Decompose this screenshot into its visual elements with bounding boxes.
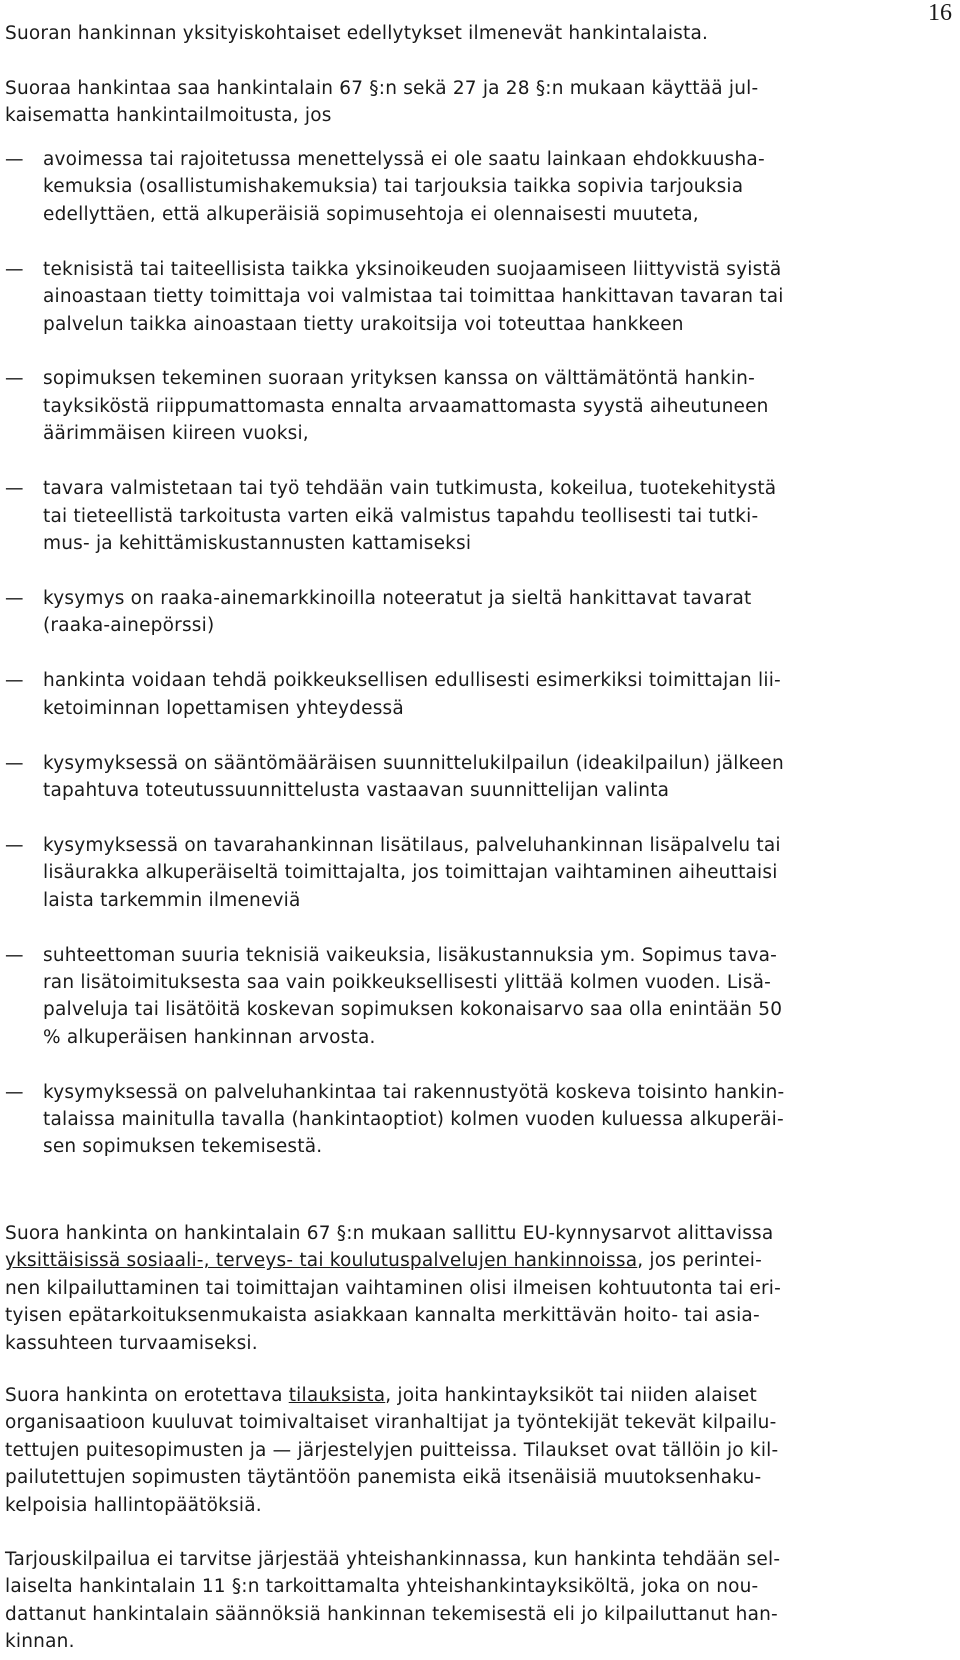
dash-bullet: — bbox=[5, 834, 24, 856]
conditions-list bbox=[5, 146, 945, 1188]
text-line bbox=[5, 1247, 925, 1274]
dash-bullet: — bbox=[5, 149, 24, 170]
text-line: tai tieteellistä tarkoitusta varten eikä valmistus tapahdu teollisesti tai tutki- bbox=[43, 505, 759, 527]
text-line: tavara valmistetaan tai työ tehdään vain tutkimusta, kokeilua, tuotekehitystä bbox=[43, 478, 777, 500]
text-line: ainoastaan tietty toimittaja voi valmistaa tai toimittaa hankittavan tavaran tai bbox=[43, 286, 784, 308]
blank-line bbox=[5, 47, 925, 74]
text-line: hankinta voidaan tehdä poikkeuksellisen edullisesti esimerkiksi toimittajan lii- bbox=[43, 670, 781, 692]
text-line: laista tarkemmin ilmeneviä bbox=[43, 889, 301, 911]
list-item bbox=[5, 256, 945, 338]
text-fragment: , jos perintei- bbox=[637, 1250, 763, 1272]
text-line: kysymyksessä on palveluhankintaa tai rakennustyötä koskeva toisinto hankin- bbox=[43, 1081, 785, 1103]
text-line: sen sopimuksen tekemisestä. bbox=[43, 1136, 323, 1158]
text-line: tayksiköstä riippumattomasta ennalta arvaamattomasta syystä aiheutuneen bbox=[43, 395, 769, 417]
text-line: edellyttäen, että alkuperäisiä sopimusehtoja ei olennaisesti muuteta, bbox=[43, 203, 699, 225]
text-line: dattanut hankintalain säännöksiä hankinnan tekemisestä eli jo kilpailuttanut han- bbox=[5, 1603, 778, 1625]
text-line: Suora hankinta on hankintalain 67 §:n mukaan sallittu EU-kynnysarvot alittavissa bbox=[5, 1223, 774, 1244]
dash-bullet: — bbox=[5, 1081, 24, 1103]
dash-bullet: — bbox=[5, 670, 24, 692]
text-line: tapahtuva toteutussuunnittelusta vastaavan suunnittelijan valinta bbox=[43, 779, 670, 801]
text-line: kemuksia (osallistumishakemuksia) tai tarjouksia taikka sopivia tarjouksia bbox=[43, 176, 744, 198]
text-line: avoimessa tai rajoitetussa menettelyssä ei ole saatu lainkaan ehdokkuusha- bbox=[43, 149, 765, 170]
text-fragment: , joita hankintayksiköt tai niiden alaiset bbox=[385, 1385, 757, 1406]
list-item bbox=[5, 832, 945, 914]
text-line: kaisematta hankintailmoitusta, jos bbox=[5, 105, 332, 127]
underlined-term: yksittäisissä sosiaali-, terveys- tai koulutuspalvelujen hankinnoissa bbox=[5, 1250, 638, 1272]
text-line: Suoraa hankintaa saa hankintalain 67 §:n sekä 27 ja 28 §:n mukaan käyttää jul- bbox=[5, 77, 759, 99]
text-line: ketoiminnan lopettamisen yhteydessä bbox=[43, 697, 404, 719]
text-line: Suoran hankinnan yksityiskohtaiset edellytykset ilmenevät hankintalaista. bbox=[5, 23, 709, 44]
list-item bbox=[5, 146, 945, 228]
text-line: % alkuperäisen hankinnan arvosta. bbox=[43, 1026, 376, 1048]
text-line: kassuhteen turvaamiseksi. bbox=[5, 1332, 258, 1354]
text-line: kysymys on raaka-ainemarkkinoilla noteeratut ja sieltä hankittavat tavarat bbox=[43, 587, 752, 609]
joint-procurement-paragraph bbox=[5, 1546, 925, 1656]
text-line: mus- ja kehittämiskustannusten kattamiseksi bbox=[43, 532, 472, 554]
list-item bbox=[5, 475, 945, 557]
text-line: Tarjouskilpailua ei tarvitse järjestää yhteishankinnassa, kun hankinta tehdään sel- bbox=[5, 1549, 781, 1570]
text-line bbox=[5, 1382, 925, 1409]
underlined-term: tilauksista bbox=[288, 1385, 386, 1406]
text-line: palveluja tai lisätöitä koskevan sopimuksen kokonaisarvo saa olla enintään 50 bbox=[43, 999, 783, 1021]
text-line: tettujen puitesopimusten ja — järjestelyjen puitteissa. Tilaukset ovat tällöin jo kil- bbox=[5, 1439, 779, 1461]
text-line: ran lisätoimituksesta saa vain poikkeuksellisesti ylittää kolmen vuoden. Lisä- bbox=[43, 971, 771, 993]
intro-paragraph bbox=[5, 20, 925, 130]
text-fragment: Suora hankinta on erotettava bbox=[5, 1385, 289, 1406]
text-line: tyisen epätarkoituksenmukaista asiakkaan kannalta merkittävän hoito- tai asia- bbox=[5, 1305, 760, 1327]
text-line: kelpoisia hallintopäätöksiä. bbox=[5, 1494, 262, 1516]
text-line: kinnan. bbox=[5, 1631, 75, 1653]
list-item bbox=[5, 667, 945, 722]
dash-bullet: — bbox=[5, 368, 24, 390]
text-line: (raaka-ainepörssi) bbox=[43, 615, 215, 637]
text-line: organisaatioon kuuluvat toimivaltaiset viranhaltijat ja työntekijät tekevät kilpailu- bbox=[5, 1412, 777, 1434]
text-line: palvelun taikka ainoastaan tietty urakoitsija voi toteuttaa hankkeen bbox=[43, 313, 684, 335]
text-line: talaissa mainitulla tavalla (hankintaoptiot) kolmen vuoden kuluessa alkuperäi- bbox=[43, 1109, 784, 1131]
text-line: lisäurakka alkuperäiseltä toimittajalta, jos toimittajan vaihtaminen aiheuttaisi bbox=[43, 862, 778, 884]
text-line: sopimuksen tekeminen suoraan yrityksen kanssa on välttämätöntä hankin- bbox=[43, 368, 755, 390]
dash-bullet: — bbox=[5, 478, 24, 500]
text-line: nen kilpailuttaminen tai toimittajan vaihtaminen olisi ilmeisen kohtuutonta tai eri- bbox=[5, 1277, 782, 1299]
list-item bbox=[5, 942, 945, 1052]
dash-bullet: — bbox=[5, 258, 24, 280]
text-line: teknisistä tai taiteellisista taikka yksinoikeuden suojaamiseen liittyvistä syistä bbox=[43, 258, 782, 280]
text-line: kysymyksessä on sääntömääräisen suunnittelukilpailun (ideakilpailun) jälkeen bbox=[43, 752, 784, 774]
text-line: laiselta hankintalain 11 §:n tarkoittamalta yhteishankintayksiköltä, joka on nou- bbox=[5, 1576, 759, 1598]
list-item bbox=[5, 365, 945, 447]
text-line: suhteettoman suuria teknisiä vaikeuksia, lisäkustannuksia ym. Sopimus tava- bbox=[43, 944, 778, 966]
list-item bbox=[5, 750, 945, 805]
social-services-paragraph bbox=[5, 1220, 925, 1357]
dash-bullet: — bbox=[5, 752, 24, 774]
page-number: 16 bbox=[928, 0, 952, 26]
list-item bbox=[5, 1079, 945, 1161]
dash-bullet: — bbox=[5, 587, 24, 609]
text-line: pailutettujen sopimusten täytäntöön panemista eikä itsenäisiä muutoksenhaku- bbox=[5, 1467, 762, 1489]
orders-paragraph bbox=[5, 1382, 925, 1519]
dash-bullet: — bbox=[5, 944, 24, 966]
list-item bbox=[5, 585, 945, 640]
text-line: kysymyksessä on tavarahankinnan lisätilaus, palveluhankinnan lisäpalvelu tai bbox=[43, 834, 781, 856]
text-line: äärimmäisen kiireen vuoksi, bbox=[43, 423, 309, 445]
